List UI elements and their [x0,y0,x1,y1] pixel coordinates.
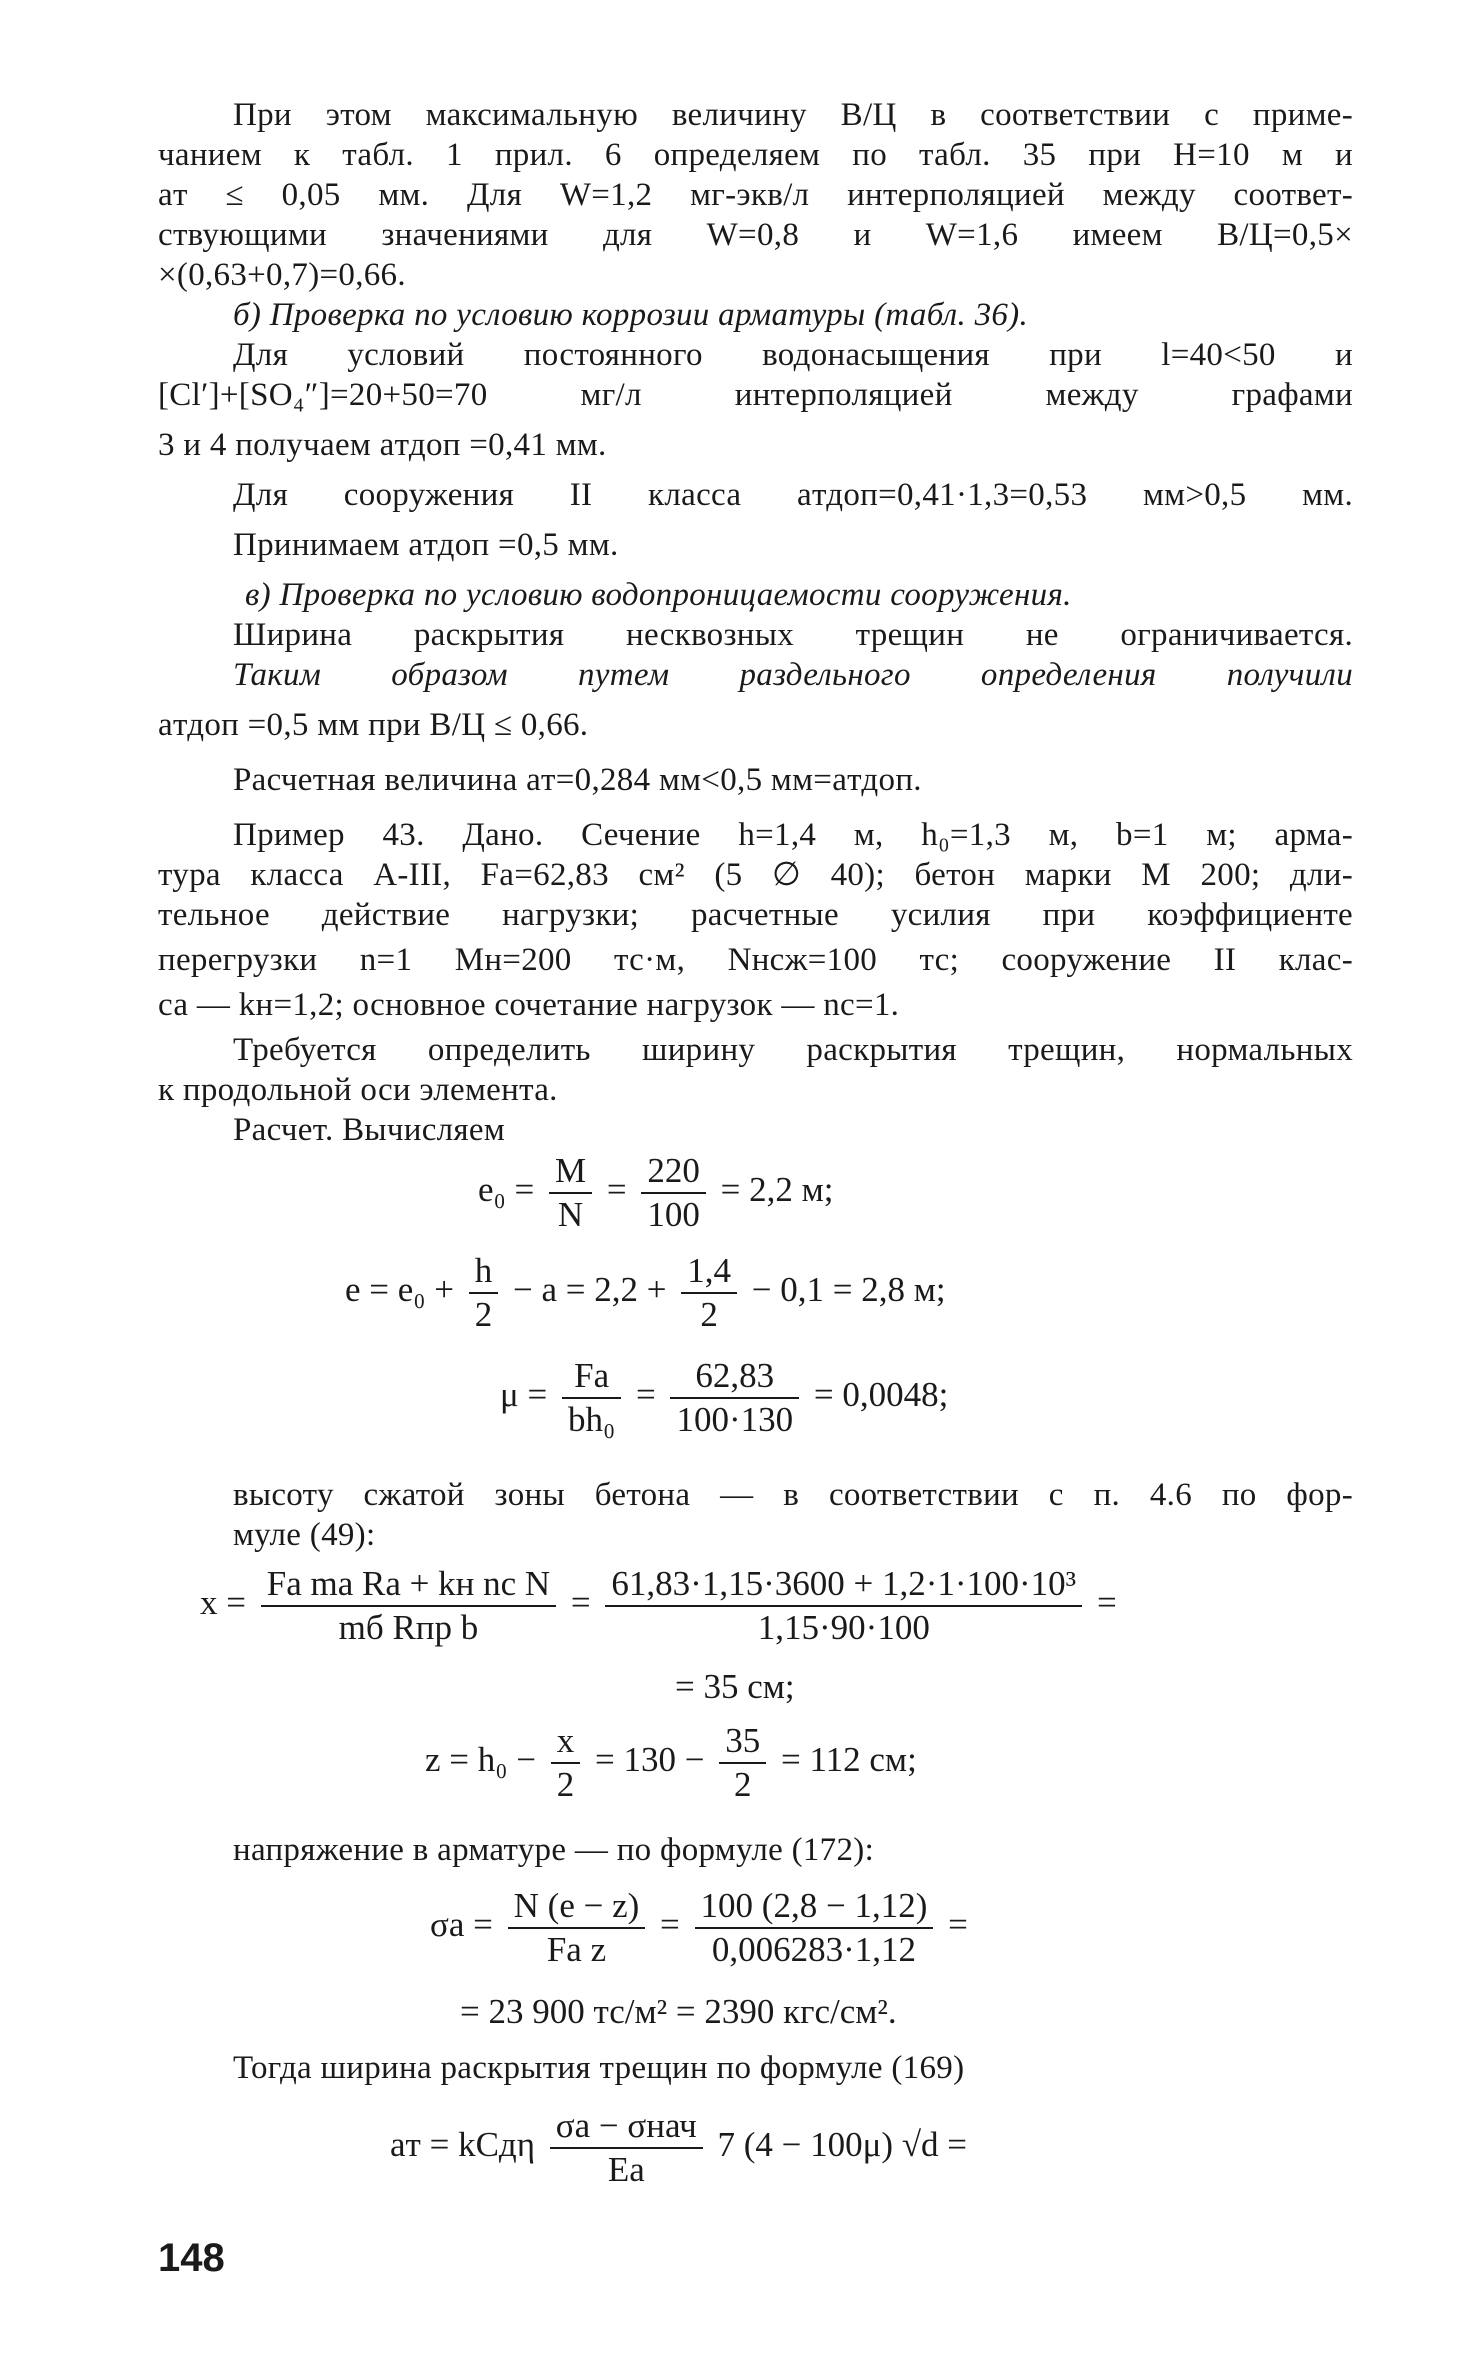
equation-e: e = e₀ + $\frac{h}{2}$ − a = 2,2 + $\frac{1,4}{2}$ − 0,1 = 2,8 м; [345,1251,946,1334]
text-line: Для условий постоянного водонасыщения при l=40<50 и [233,337,1353,373]
text-line: Расчет. Вычисляем [233,1112,506,1148]
text-line: к продольной оси элемента. [158,1072,558,1108]
text-line: Расчетная величина aт=0,284 мм<0,5 мм=aтдоп. [233,762,922,798]
text-line: высоту сжатой зоны бетона — в соответствии с п. 4.6 по фор- [233,1477,1353,1513]
page-number: 148 [158,2236,225,2280]
equation-at: aт = kCдη $\frac{\text{σa − σнач}}{Ea}$ 7 (4 − 100μ) √d = [390,2106,968,2189]
text-line: 3 и 4 получаем aтдоп =0,41 мм. [158,427,607,463]
text-line: Таким образом путем раздельного определения получили [233,657,1353,693]
text-line: Принимаем aтдоп =0,5 мм. [233,527,619,563]
text-line: Ширина раскрытия несквозных трещин не ограничивается. [233,617,1353,653]
example-heading: Пример 43. Дано. Сечение h=1,4 м, h₀=1,3 м, b=1 м; арма- [233,817,1353,853]
text-line: Для сооружения II класса aтдоп=0,41·1,3=0,53 мм>0,5 мм. [233,477,1353,513]
text-line: Тогда ширина раскрытия трещин по формуле (169) [233,2050,965,2086]
equation-sigma: σa = $\frac{N (e - z)}{\text{Fa z}}$ = $\frac{100 (2,8 - 1,12)}{0,006283\cdot 1,12}$ = [430,1886,968,1969]
equation-z: z = h₀ − $\frac{x}{2}$ = 130 − $\frac{35}{2}$ = 112 см; [425,1721,917,1804]
text-line: aтдоп =0,5 мм при В/Ц ≤ 0,66. [158,707,589,743]
text-line: ×(0,63+0,7)=0,66. [158,257,406,293]
text-line: При этом максимальную величину В/Ц в соответствии с приме- [233,97,1353,133]
equation-mu: μ = $\frac{Fa}{\text{bh₀}}$ = $\frac{62,83}{100\cdot 130}$ = 0,0048; [500,1356,949,1439]
equation-x-result: = 35 см; [675,1667,795,1706]
text-line: тура класса А-III, Fa=62,83 см² (5 ∅ 40); бетон марки М 200; дли- [158,857,1353,893]
section-heading: б) Проверка по условию коррозии арматуры (табл. 36). [233,297,1029,333]
text-line: тельное действие нагрузки; расчетные усилия при коэффициенте [158,897,1353,933]
equation-sigma-result: = 23 900 тс/м² = 2390 кгс/см². [460,1992,897,2031]
text-line: Требуется определить ширину раскрытия трещин, нормальных [233,1032,1353,1068]
text-line: чанием к табл. 1 прил. 6 определяем по табл. 35 при H=10 м и [158,137,1353,173]
text-line: са — kн=1,2; основное сочетание нагрузок — nc=1. [158,987,900,1023]
equation-e0: e₀ = $\frac{M}{N}$ = $\frac{220}{100}$ = 2,2 м; [478,1151,834,1234]
section-heading: в) Проверка по условию водопроницаемости сооружения. [245,577,1072,613]
text-line: [Cl′]+[SO₄″]=20+50=70 мг/л интерполяцией между графами [158,377,1353,413]
equation-x: x = $\frac{\text{Fa mа Rа + kн nc N}}{\text{mб Rпр b}}$ = $\frac{\text{61,83·1,15·3600 + 1,2·1·100·10³}}{1,15\cdot 90\cdot 100}$ = [200,1564,1117,1647]
text-line: aт ≤ 0,05 мм. Для W=1,2 мг-экв/л интерполяцией между соответ- [158,177,1353,213]
text-line: напряжение в арматуре — по формуле (172): [233,1832,875,1868]
text-line: перегрузки n=1 Mн=200 тс·м, Nнсж=100 тс; сооружение II клас- [158,942,1353,978]
text-line: ствующими значениями для W=0,8 и W=1,6 имеем В/Ц=0,5× [158,217,1353,253]
text-line: муле (49): [233,1517,376,1553]
